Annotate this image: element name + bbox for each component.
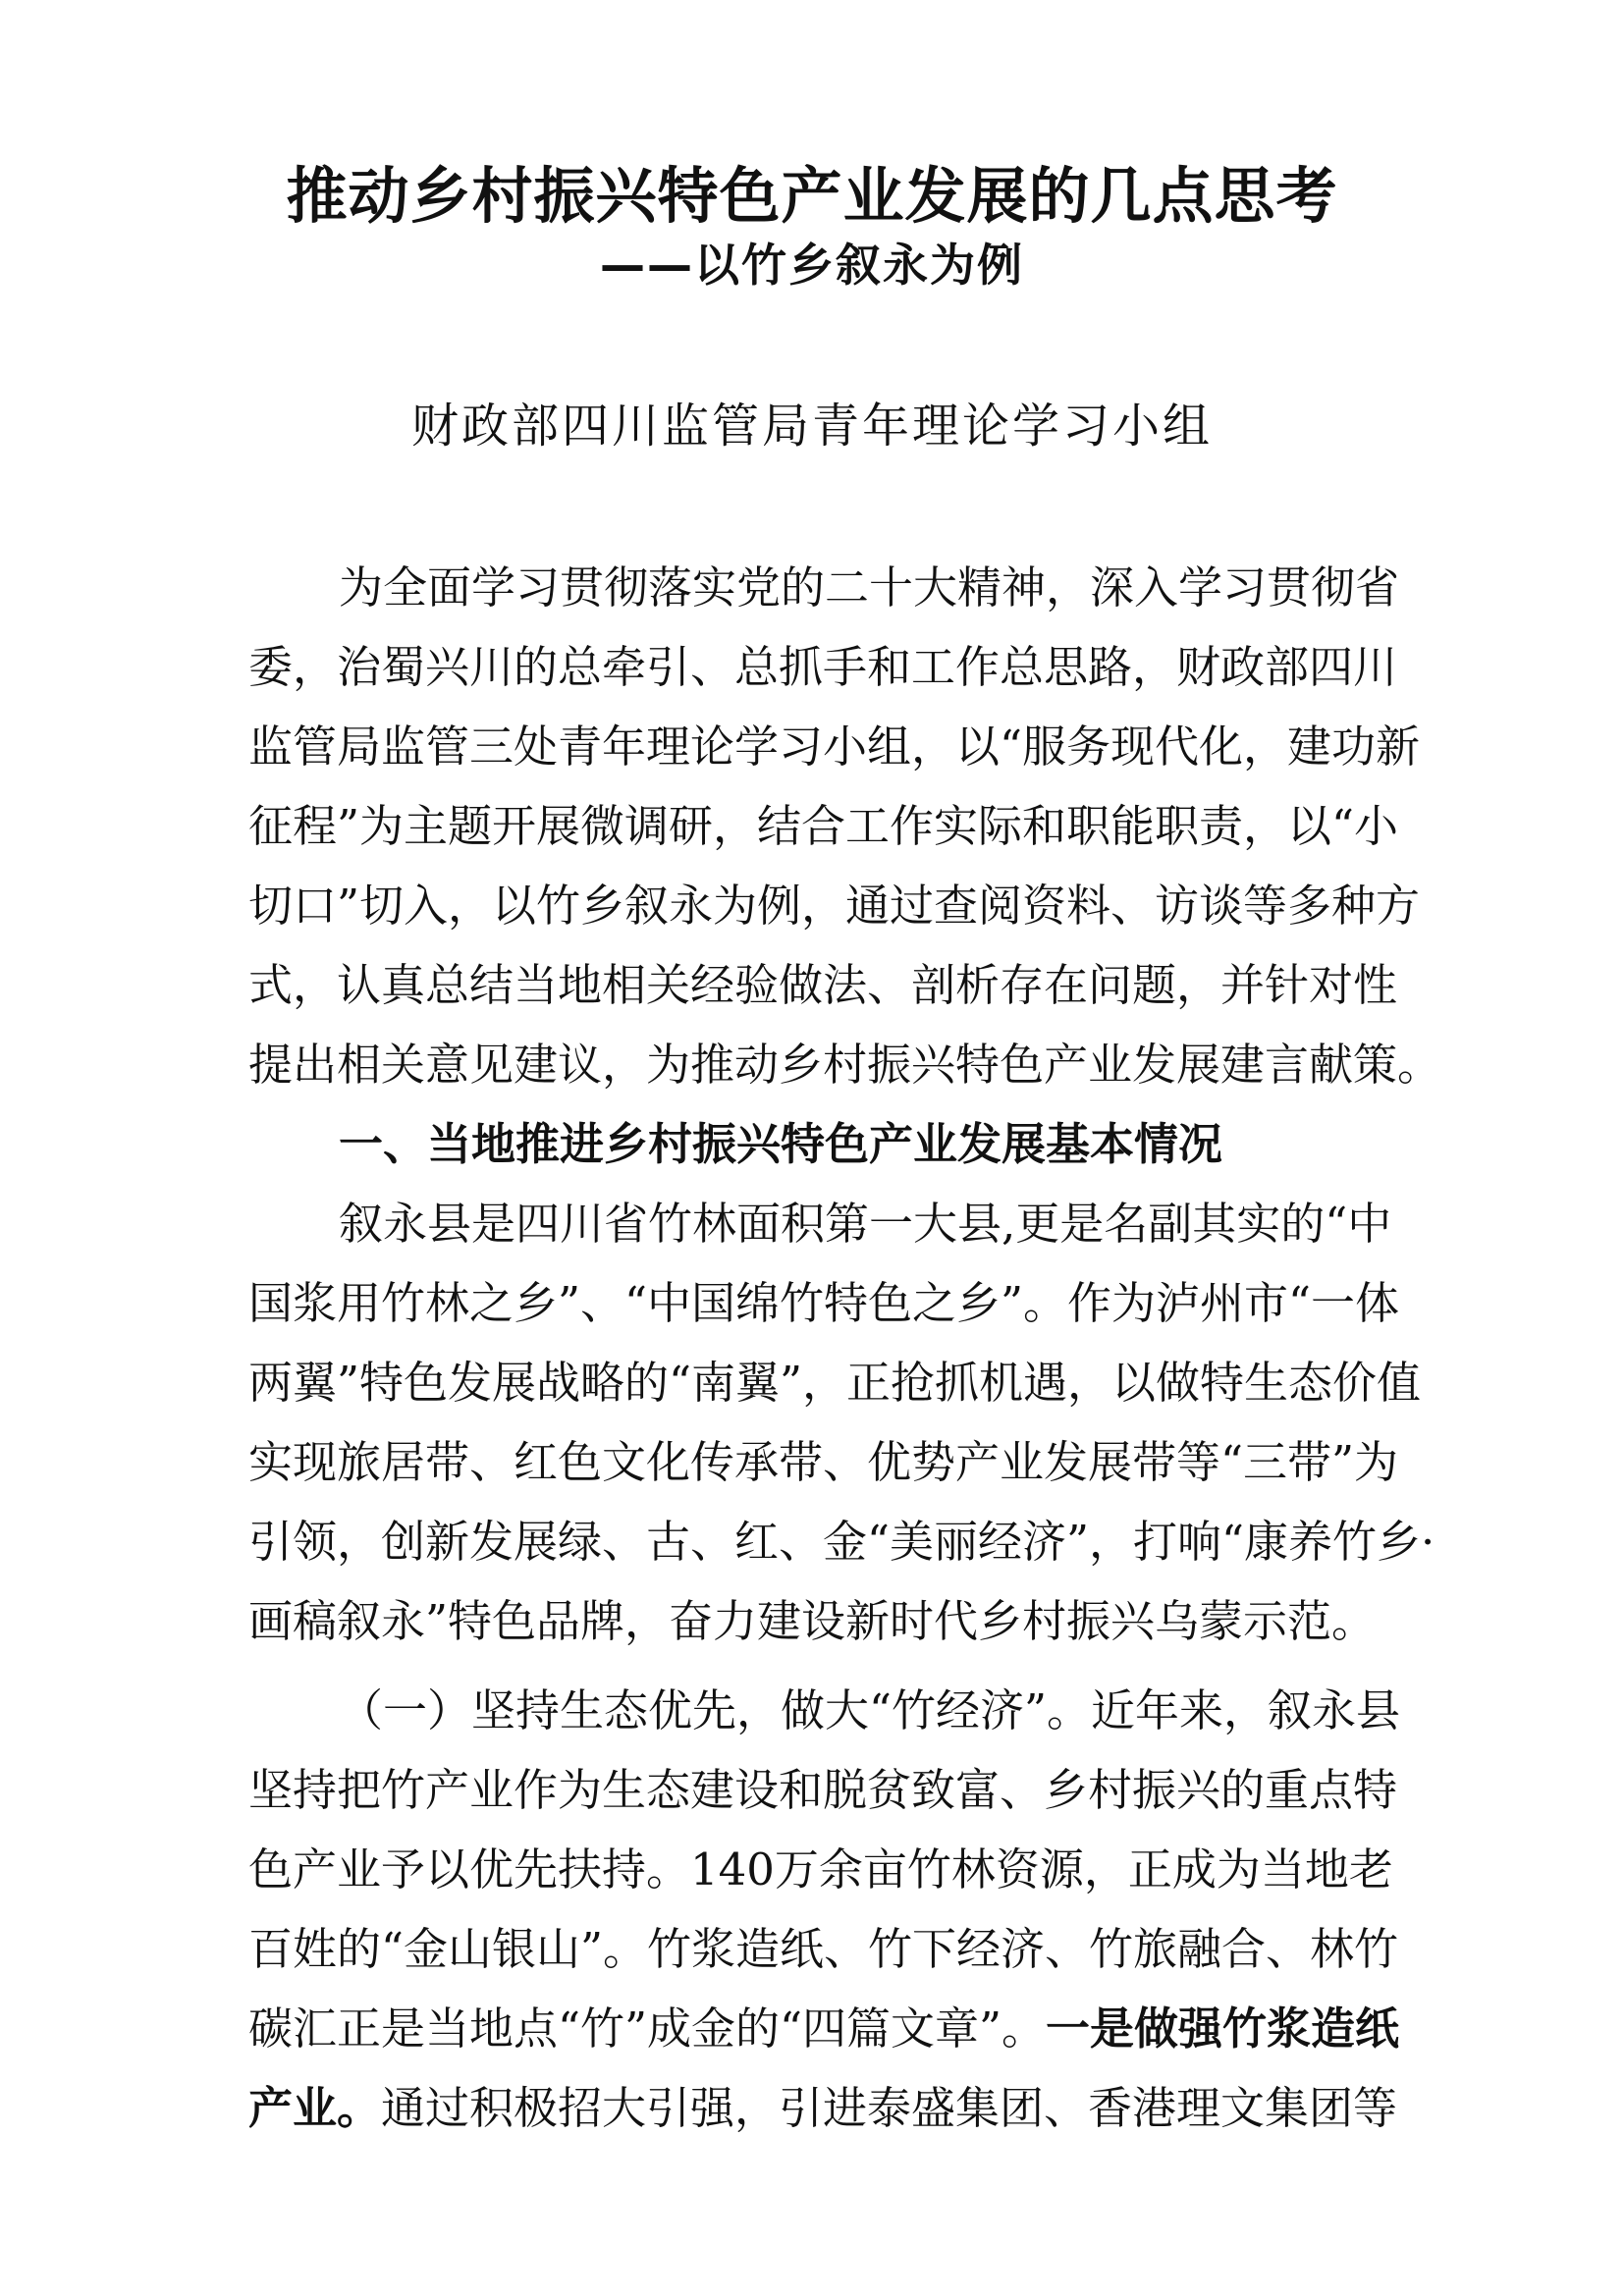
emphasis-text: 一是做强竹浆造纸 [1046,2002,1400,2055]
section-heading: 一、当地推进乡村振兴特色产业发展基本情况 [339,1118,1223,1170]
paragraph-line: 征程”为主题开展微调研，结合工作实际和职能职责，以“小 [248,800,1399,852]
paragraph-line: 委，治蜀兴川的总牵引、总抓手和工作总思路，财政部四川 [248,641,1398,693]
paragraph-line: 实现旅居带、红色文化传承带、优势产业发展带等“三带”为 [248,1436,1399,1488]
document-author: 财政部四川监管局青年理论学习小组 [410,399,1213,454]
emphasis-text: 产业。 [248,2082,382,2134]
paragraph-line: 画稿叙永”特色品牌，奋力建设新时代乡村振兴乌蒙示范。 [248,1595,1377,1647]
paragraph-line: 监管局监管三处青年理论学习小组，以“服务现代化，建功新 [248,721,1421,773]
document-title: 推动乡村振兴特色产业发展的几点思考 [286,160,1338,232]
paragraph-gap [248,1661,1378,1671]
paragraph-line: （一）坚持生态优先，做大“竹经济”。近年来，叙永县 [339,1684,1401,1736]
paragraph-line [248,1989,1400,2068]
paragraph-line: 引领，创新发展绿、古、红、金“美丽经济”，打响“康养竹乡· [248,1516,1435,1568]
paragraph-line: 式，认真总结当地相关经验做法、剖析存在问题，并针对性 [248,959,1398,1011]
document-subtitle: ——以竹乡叙永为例 [600,239,1024,292]
document-body [248,548,1442,2148]
paragraph-line: 提出相关意见建议，为推动乡村振兴特色产业发展建言献策。 [248,1039,1442,1091]
paragraph-line: 百姓的“金山银山”。竹浆造纸、竹下经济、竹旅融合、林竹 [248,1923,1399,1975]
paragraph-text: 碳汇正是当地点“竹”成金的“四篇文章”。 [248,2002,1047,2055]
paragraph-line: 两翼”特色发展战略的“南翼”，正抢抓机遇，以做特生态价值 [248,1357,1422,1409]
paragraph-text: 通过积极招大引强，引进泰盛集团、香港理文集团等 [381,2082,1398,2134]
paragraph-line: 切口”切入，以竹乡叙永为例，通过查阅资料、访谈等多种方 [248,880,1421,932]
paragraph-line: 为全面学习贯彻落实党的二十大精神，深入学习贯彻省 [339,561,1400,614]
paragraph-line: 叙永县是四川省竹林面积第一大县,更是名副其实的“中 [339,1198,1392,1250]
paragraph-line: 色产业予以优先扶持。140万余亩竹林资源，正成为当地老 [248,1843,1393,1896]
paragraph-line: 坚持把竹产业作为生态建设和脱贫致富、乡村振兴的重点特 [248,1764,1398,1816]
paragraph-line [248,2068,1398,2148]
paragraph-line: 国浆用竹林之乡”、“中国绵竹特色之乡”。作为泸州市“一体 [248,1277,1400,1329]
